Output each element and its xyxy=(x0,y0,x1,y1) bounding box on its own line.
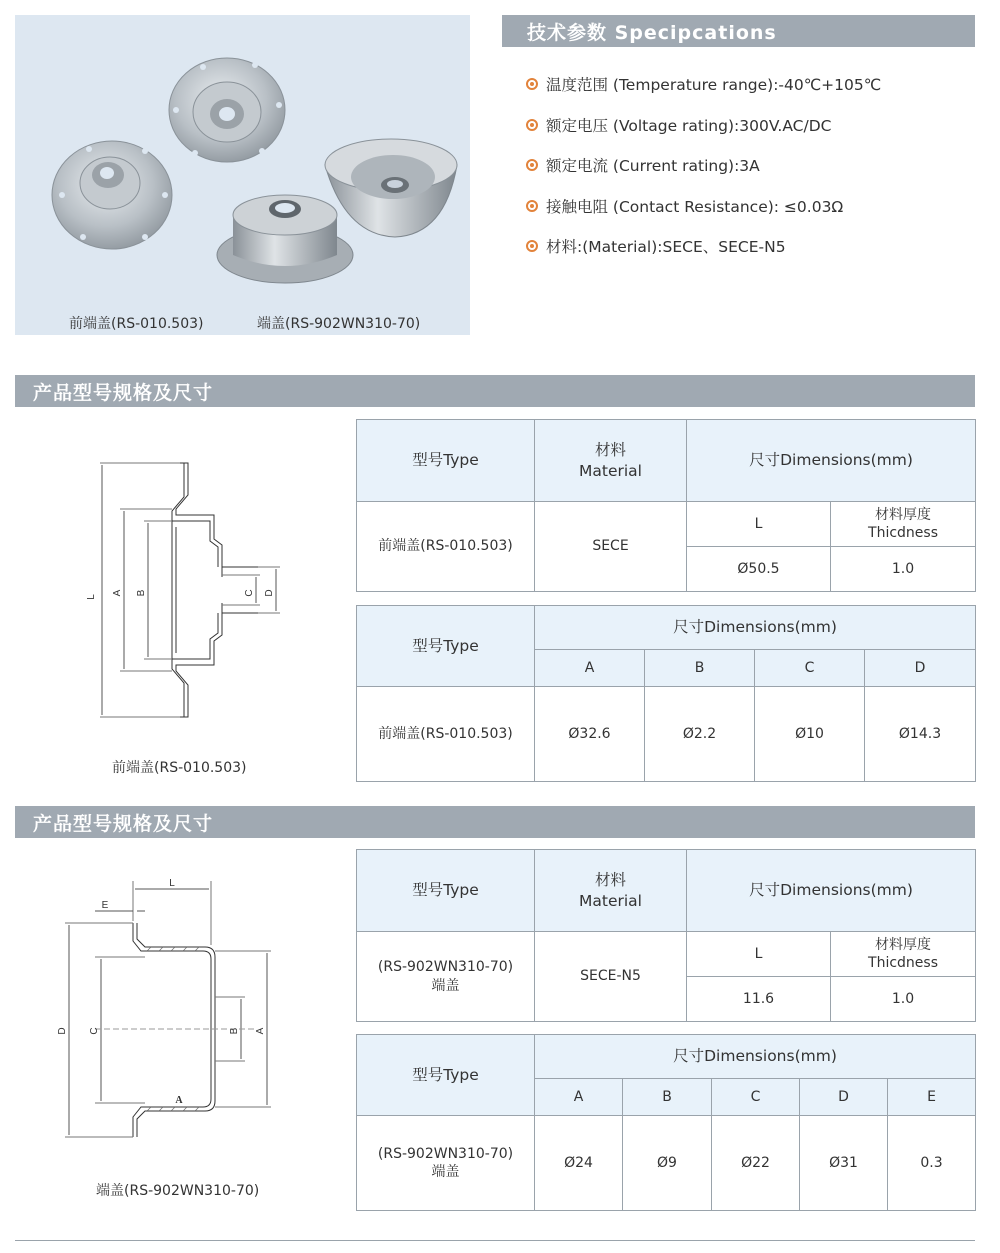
dimensions-header: 尺寸Dimensions(mm) xyxy=(535,606,976,650)
dim-label-l: L xyxy=(169,878,175,889)
dim-label-c: C xyxy=(244,589,255,597)
flange-cap-large xyxy=(169,58,285,162)
l-value-cell: Ø50.5 xyxy=(687,547,831,592)
model-cell: (RS-902WN310-70) 端盖 xyxy=(357,932,535,1022)
dimensions-header: 尺寸Dimensions(mm) xyxy=(535,1035,976,1079)
end-cap-drawing-caption: 端盖(RS-902WN310-70) xyxy=(96,1183,260,1199)
dimensions-header: 尺寸Dimensions(mm) xyxy=(687,420,976,502)
col-l-header: L xyxy=(687,502,831,547)
type-header: 型号Type xyxy=(357,1035,535,1116)
e-value-cell: 0.3 xyxy=(888,1116,976,1211)
bullet-icon xyxy=(526,78,538,90)
c-value-cell: Ø10 xyxy=(755,687,865,782)
material-cell: SECE xyxy=(535,502,687,592)
d-value-cell: Ø31 xyxy=(800,1116,888,1211)
end-cap-open xyxy=(325,139,457,237)
flange-cap-small xyxy=(52,141,172,249)
spec-voltage: 额定电压 (Voltage rating):300V.AC/DC xyxy=(526,105,881,146)
dim-label-b: B xyxy=(229,1027,240,1035)
end-cap-material-table xyxy=(356,849,976,1022)
col-l-header: L xyxy=(687,932,831,977)
front-cap-material-table xyxy=(356,419,976,592)
spec-material: 材料:(Material):SECE、SECE-N5 xyxy=(526,226,881,267)
model-cell: (RS-902WN310-70) 端盖 xyxy=(357,1116,535,1211)
photo-caption-end-cap: 端盖(RS-902WN310-70) xyxy=(257,316,421,332)
material-header: 材料 Material xyxy=(535,850,687,932)
spec-contact-resistance: 接触电阻 (Contact Resistance): ≤0.03Ω xyxy=(526,186,881,227)
dim-label-c: C xyxy=(89,1027,100,1035)
dim-label-a: A xyxy=(255,1027,266,1035)
dim-label-a: A xyxy=(112,589,123,597)
col-thickness-header: 材料厚度 Thicdness xyxy=(831,932,976,977)
section-2-header: 产品型号规格及尺寸 xyxy=(15,806,975,838)
dim-label-b: B xyxy=(136,589,147,597)
specifications-list xyxy=(526,64,881,267)
thickness-value-cell: 1.0 xyxy=(831,977,976,1022)
thickness-value-cell: 1.0 xyxy=(831,547,976,592)
section-mark-a: A xyxy=(175,1095,183,1106)
col-a-header: A xyxy=(535,1079,623,1116)
dim-label-l: L xyxy=(86,594,97,600)
a-value-cell: Ø32.6 xyxy=(535,687,645,782)
material-header: 材料 Material xyxy=(535,420,687,502)
c-value-cell: Ø22 xyxy=(712,1116,800,1211)
col-c-header: C xyxy=(755,650,865,687)
col-d-header: D xyxy=(800,1079,888,1116)
col-d-header: D xyxy=(865,650,976,687)
dim-label-d: D xyxy=(57,1027,68,1035)
spec-temperature: 温度范围 (Temperature range):-40℃+105℃ xyxy=(526,64,881,105)
product-photo-panel xyxy=(15,15,470,335)
bullet-icon xyxy=(526,240,538,252)
type-header: 型号Type xyxy=(357,606,535,687)
specifications-header: 技术参数 Specipcations xyxy=(502,15,975,47)
material-cell: SECE-N5 xyxy=(535,932,687,1022)
product-photo xyxy=(15,15,470,335)
type-header: 型号Type xyxy=(357,850,535,932)
bullet-icon xyxy=(526,200,538,212)
l-value-cell: 11.6 xyxy=(687,977,831,1022)
a-value-cell: Ø24 xyxy=(535,1116,623,1211)
end-cap-drawing xyxy=(55,875,285,1145)
col-e-header: E xyxy=(888,1079,976,1116)
col-thickness-header: 材料厚度 Thicdness xyxy=(831,502,976,547)
end-cap-dimensions-table xyxy=(356,1034,976,1211)
front-cap-dimensions-table xyxy=(356,605,976,782)
dim-label-d: D xyxy=(264,589,275,597)
front-cap-drawing-caption: 前端盖(RS-010.503) xyxy=(112,760,247,776)
col-c-header: C xyxy=(712,1079,800,1116)
end-cap-cup xyxy=(217,195,353,283)
bullet-icon xyxy=(526,119,538,131)
bottom-divider xyxy=(15,1240,975,1241)
b-value-cell: Ø9 xyxy=(623,1116,712,1211)
col-a-header: A xyxy=(535,650,645,687)
b-value-cell: Ø2.2 xyxy=(645,687,755,782)
col-b-header: B xyxy=(623,1079,712,1116)
dimensions-header: 尺寸Dimensions(mm) xyxy=(687,850,976,932)
type-header: 型号Type xyxy=(357,420,535,502)
dim-label-e: E xyxy=(101,900,109,911)
spec-current: 额定电流 (Current rating):3A xyxy=(526,145,881,186)
model-cell: 前端盖(RS-010.503) xyxy=(357,687,535,782)
col-b-header: B xyxy=(645,650,755,687)
front-cap-drawing xyxy=(80,455,290,735)
d-value-cell: Ø14.3 xyxy=(865,687,976,782)
model-cell: 前端盖(RS-010.503) xyxy=(357,502,535,592)
section-1-header: 产品型号规格及尺寸 xyxy=(15,375,975,407)
bullet-icon xyxy=(526,159,538,171)
photo-caption-front-cap: 前端盖(RS-010.503) xyxy=(69,316,204,332)
